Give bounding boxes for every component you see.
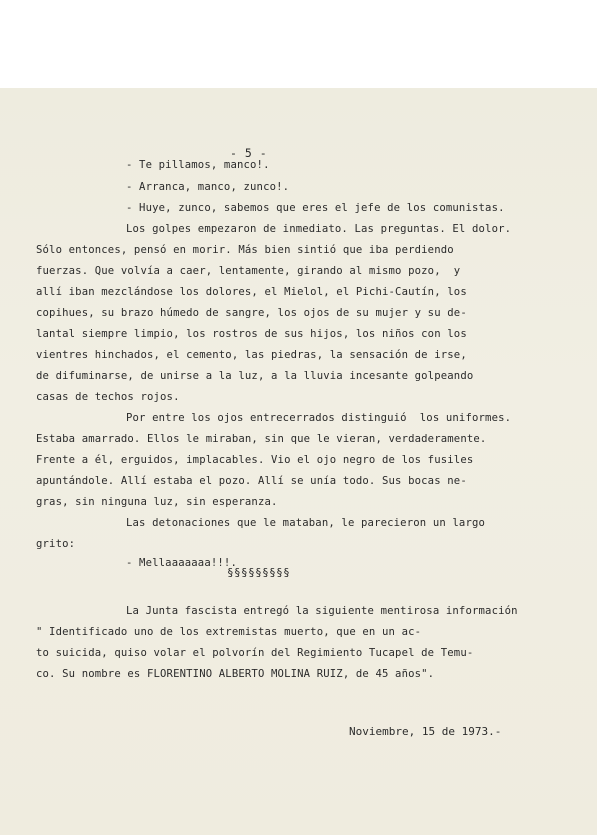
body-line: grito: [36, 538, 76, 550]
body-line: - Arranca, manco, zunco!. [126, 181, 290, 193]
body-line: Estaba amarrado. Ellos le miraban, sin que le vieran, verdaderamente. [36, 433, 487, 445]
closing-line: " Identificado uno de los extremistas muerto, que en un ac- [36, 626, 422, 638]
closing-line: co. Su nombre es FLORENTINO ALBERTO MOLINA RUIZ, de 45 años". [36, 668, 435, 680]
body-line: gras, sin ninguna luz, sin esperanza. [36, 496, 278, 508]
body-line: vientres hinchados, el cemento, las piedras, la sensación de irse, [36, 349, 467, 361]
body-line: casas de techos rojos. [36, 391, 180, 403]
document-date: Noviembre, 15 de 1973.- [349, 725, 502, 738]
page-number: - 5 - [230, 146, 268, 160]
closing-line: to suicida, quiso volar el polvorín del Regimiento Tucapel de Temu- [36, 647, 474, 659]
body-line: de difuminarse, de unirse a la luz, a la lluvia incesante golpeando [36, 370, 474, 382]
body-line: Frente a él, erguidos, implacables. Vio el ojo negro de los fusiles [36, 454, 474, 466]
section-separator: §§§§§§§§§ [227, 566, 291, 579]
body-line: Sólo entonces, pensó en morir. Más bien sintió que iba perdiendo [36, 244, 454, 256]
body-line: - Huye, zunco, sabemos que eres el jefe de los comunistas. [126, 202, 505, 214]
closing-line: La Junta fascista entregó la siguiente mentirosa información [126, 605, 518, 617]
body-line: fuerzas. Que volvía a caer, lentamente, girando al mismo pozo, y [36, 265, 461, 277]
body-line: allí iban mezclándose los dolores, el Mielol, el Pichi-Cautín, los [36, 286, 467, 298]
body-line: copihues, su brazo húmedo de sangre, los ojos de su mujer y su de- [36, 307, 467, 319]
body-line: - Mellaaaaaaa!!!. [126, 557, 237, 569]
body-line: Por entre los ojos entrecerrados distinguió los uniformes. [126, 412, 512, 424]
body-line: lantal siempre limpio, los rostros de sus hijos, los niños con los [36, 328, 467, 340]
page-top-margin [0, 0, 597, 88]
body-line: - Te pillamos, manco!. [126, 159, 270, 171]
body-line: apuntándole. Allí estaba el pozo. Allí se unía todo. Sus bocas ne- [36, 475, 467, 487]
body-line: Los golpes empezaron de inmediato. Las preguntas. El dolor. [126, 223, 512, 235]
body-line: Las detonaciones que le mataban, le parecieron un largo [126, 517, 486, 529]
